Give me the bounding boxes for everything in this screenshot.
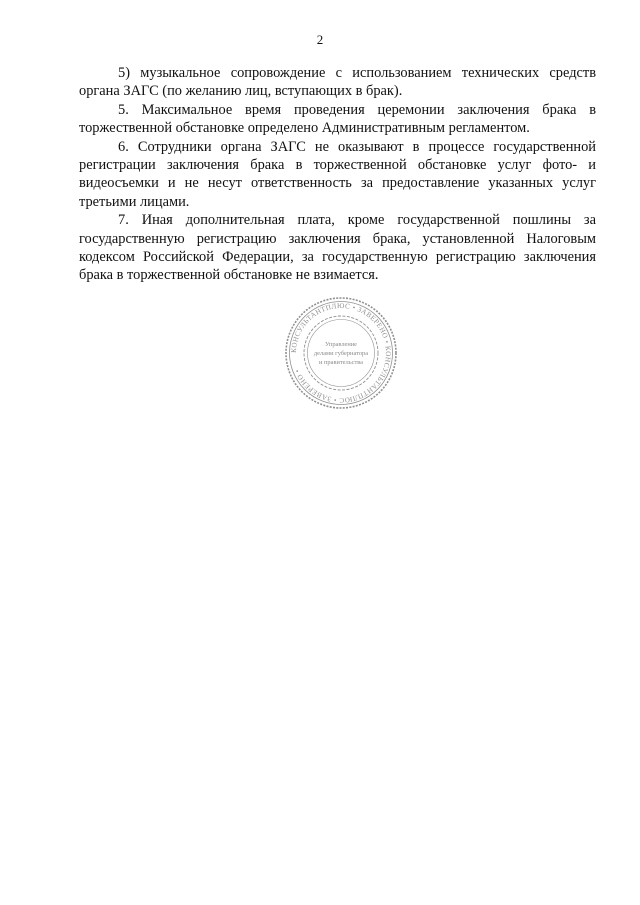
seal-center-line-1: Управление (324, 341, 358, 348)
official-seal-stamp (284, 296, 398, 410)
seal-center-line-2: делами губернатора (313, 350, 369, 357)
paragraph-ceremony-time: 5. Максимальное время проведения церемонии заключения брака в торжественной обстановке определено Административным регламентом. (79, 101, 596, 137)
seal-graphic (284, 296, 398, 410)
paragraph-photo-video: 6. Сотрудники органа ЗАГС не оказывают в процессе государственной регистрации заключения брака в торжественной обстановке услуг фото- и видеосъемки и не несут ответственность за предоставление указанных услуг третьими лицами. (79, 138, 596, 210)
paragraph-additional-fee: 7. Иная дополнительная плата, кроме государственной пошлины за государственную регистрацию заключения брака, установленной Налоговым кодексом Российской Федерации, за государственную регистрацию заключения брака в торжественной обстановке не взимается. (79, 212, 596, 284)
paragraph-music: 5) музыкальное сопровождение с использованием технических средств органа ЗАГС (по желанию лиц, вступающих в брак). (79, 65, 596, 100)
seal-center-line-3: и правительства (318, 359, 364, 366)
page-number: 2 (316, 32, 324, 47)
seal-ring-textpath: КОНСУЛЬТАНТПЛЮС • ЗАВЕРЕНО • КОНСУЛЬТАНТПЛЮС • ЗАВЕРЕНО • (289, 301, 393, 405)
document-body (79, 64, 596, 285)
